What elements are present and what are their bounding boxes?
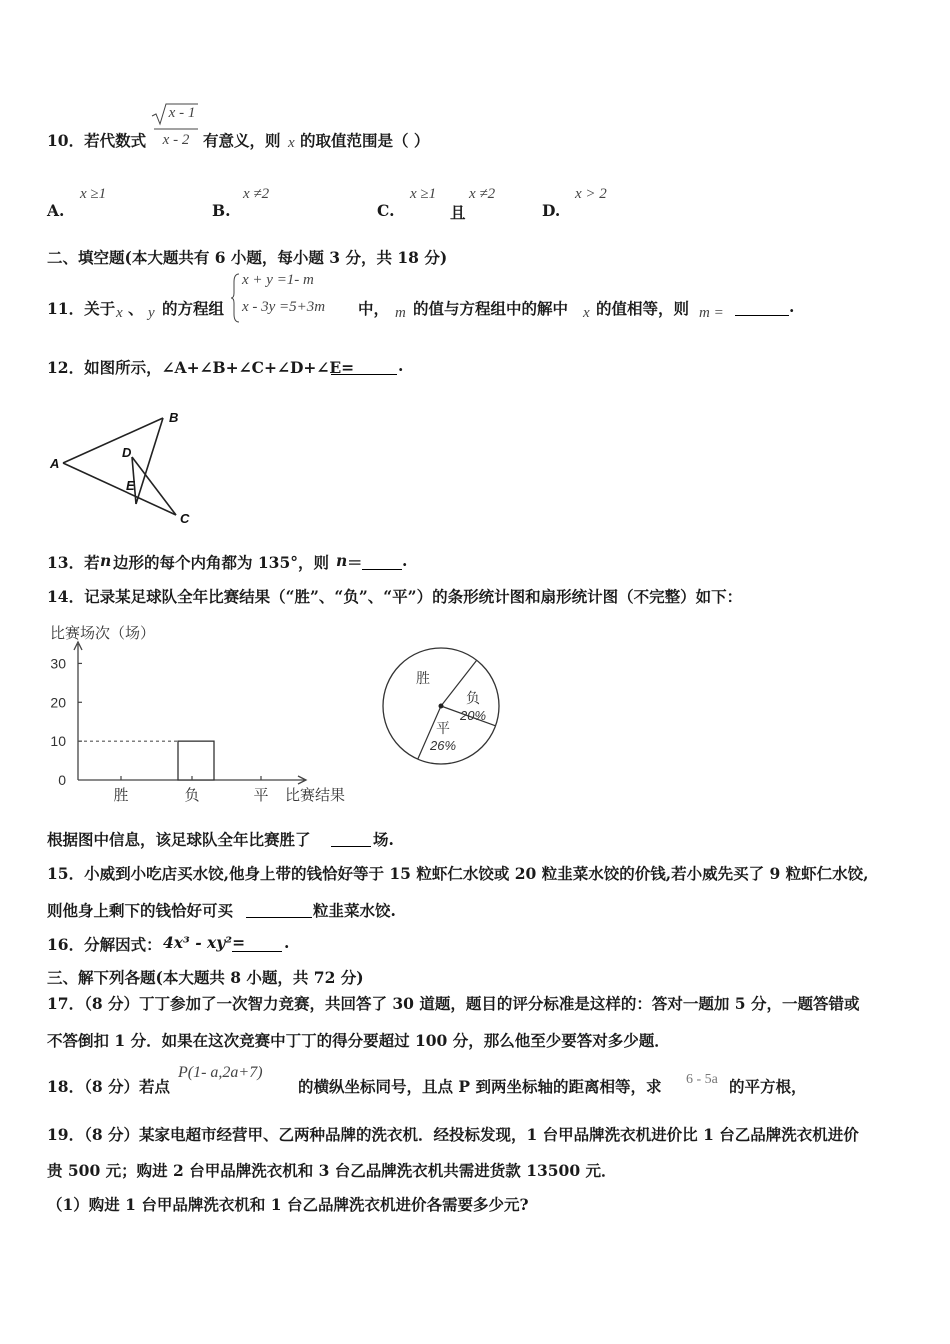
- q19-line1: 19．（8 分）某家电超市经营甲、乙两种品牌的洗衣机．经投标发现，1 台甲品牌洗衣机进价比 1 台乙品牌洗衣机进价: [47, 1125, 859, 1144]
- pie-center: [439, 704, 444, 709]
- brace-icon: [231, 272, 241, 324]
- pie-percent-负: 20%: [459, 708, 487, 723]
- q19-sub1: （1）购进 1 台甲品牌洗衣机和 1 台乙品牌洗衣机进价各需要多少元?: [47, 1195, 529, 1214]
- q18-point: P(1- a,2a+7): [178, 1064, 263, 1081]
- q10-var: x: [288, 135, 295, 151]
- q16-end: .: [284, 933, 290, 952]
- q13-label: 13．若: [47, 553, 100, 572]
- q12-text: 12．如图所示，∠A+∠B+∠C+∠D+∠E=: [47, 358, 355, 377]
- q11-eq1: x + y =1- m: [242, 272, 314, 288]
- q16-expr: 4x³ - xy²=: [163, 933, 246, 952]
- q16-label: 16．分解因式：: [47, 935, 162, 954]
- q11-text2: 的值与方程组中的解中: [413, 299, 569, 318]
- q15-line1: 15．小威到小吃店买水饺,他身上带的钱恰好等于 15 粒虾仁水饺或 20 粒韭菜水饺的价钱,若小威先买了 9 粒虾仁水饺,: [47, 864, 869, 883]
- vertex-a-label: A: [50, 456, 60, 471]
- q11-x2: x: [583, 305, 590, 321]
- q10-option-c-letter[interactable]: C.: [377, 201, 395, 220]
- y-tick-label: 10: [50, 733, 66, 750]
- q10-fraction: [150, 102, 200, 154]
- q10-option-b-letter[interactable]: B.: [212, 201, 231, 220]
- bar-chart-xlabel: 比赛结果: [285, 787, 346, 804]
- segment-ca: [63, 463, 176, 515]
- segment-dc: [132, 457, 176, 515]
- q17-line1: 17．（8 分）丁丁参加了一次智力竞赛，共回答了 30 道题，题目的评分标准是这样的：答对一题加 5 分，一题答错或: [47, 994, 860, 1013]
- q13-n2: n: [336, 551, 348, 570]
- q17-line2: 不答倒扣 1 分．如果在这次竞赛中丁丁的得分要超过 100 分，那么他至少要答对多少题．: [47, 1031, 670, 1050]
- q14-after-text: 根据图中信息，该足球队全年比赛胜了: [47, 830, 311, 849]
- bar-chart: [40, 618, 370, 810]
- pie-label-胜: 胜: [416, 670, 430, 686]
- bar-chart-ylabel: 比赛场次（场）: [50, 625, 156, 642]
- q18-label: 18．（8 分）若点: [47, 1077, 171, 1096]
- q10-tail: 的取值范围是（ ）: [300, 131, 430, 150]
- x-tick-label: 平: [253, 787, 269, 804]
- q11-eq2: x - 3y =5+3m: [242, 299, 326, 315]
- bar-负: [178, 741, 214, 780]
- vertex-e-label: E: [126, 478, 135, 493]
- q10-option-c-expr2: x ≠2: [469, 186, 496, 202]
- q10-option-a-letter[interactable]: A.: [47, 201, 65, 220]
- q14-answer-blank[interactable]: [331, 832, 371, 847]
- q15-answer-blank[interactable]: [246, 903, 312, 918]
- q14-text: 14．记录某足球队全年比赛结果（“胜”、“负”、“平”）的条形统计图和扇形统计图（不完整）如下：: [47, 587, 743, 606]
- y-tick-label: 30: [50, 655, 66, 672]
- q15-line2a: 则他身上剩下的钱恰好可买: [47, 901, 234, 920]
- q10-numerator: x - 1: [168, 105, 196, 121]
- q13-eq: ＝: [347, 553, 363, 572]
- q10-option-b-expr: x ≠2: [243, 186, 270, 202]
- q14-after-end: 场.: [373, 830, 394, 849]
- q11-m-eq: m =: [699, 305, 724, 321]
- q10-denominator: x - 2: [162, 132, 190, 148]
- q10-option-a-expr: x ≥1: [80, 186, 107, 202]
- q11-comma: 、: [128, 299, 144, 318]
- vertex-b-label: B: [169, 410, 179, 425]
- section-2-heading: 二、填空题(本大题共有 6 小题，每小题 3 分，共 18 分): [47, 248, 448, 267]
- q13-end: .: [402, 551, 408, 570]
- q18-expr: 6 - 5a: [686, 1072, 718, 1087]
- segment-ab: [63, 418, 163, 463]
- pie-percent-平: 26%: [429, 738, 457, 753]
- q10-option-c-joiner: 且: [450, 203, 466, 222]
- q11-y: y: [148, 305, 155, 321]
- y-tick-label: 0: [58, 772, 66, 788]
- q11-text3: 的值相等，则: [596, 299, 690, 318]
- vertex-c-label: C: [180, 511, 190, 526]
- vertex-d-label: D: [122, 445, 132, 460]
- q11-label: 11．关于: [47, 299, 116, 318]
- q10-label: 10．若代数式: [47, 131, 147, 150]
- x-tick-label: 负: [184, 787, 200, 804]
- q11-x: x: [116, 305, 123, 321]
- pie-chart: [378, 643, 508, 773]
- q10-after: 有意义，则: [203, 131, 281, 150]
- q12-answer-blank[interactable]: [331, 360, 397, 375]
- pie-label-负: 负: [466, 690, 480, 706]
- q11-m: m: [395, 305, 406, 321]
- pie-label-平: 平: [436, 720, 450, 736]
- q18-text: 的横纵坐标同号，且点 P 到两坐标轴的距离相等，求: [298, 1077, 662, 1096]
- q19-line2: 贵 500 元；购进 2 台甲品牌洗衣机和 3 台乙品牌洗衣机共需进货款 13500 元．: [47, 1161, 617, 1180]
- q11-end: .: [789, 297, 795, 316]
- q13-answer-blank[interactable]: [362, 555, 402, 570]
- q11-after: 中，: [358, 299, 390, 318]
- q13-n: n: [100, 551, 112, 570]
- q11-answer-blank[interactable]: [735, 301, 789, 316]
- q16-answer-blank[interactable]: [232, 937, 282, 952]
- q10-option-d-letter[interactable]: D.: [542, 201, 561, 220]
- q15-line2b: 粒韭菜水饺.: [313, 901, 396, 920]
- q12-end: .: [398, 356, 404, 375]
- section-3-heading: 三、解下列各题(本大题共 8 小题，共 72 分): [47, 968, 364, 987]
- q13-text: 边形的每个内角都为 135°，则: [113, 553, 330, 572]
- q12-figure: [45, 402, 205, 527]
- x-tick-label: 胜: [113, 787, 129, 804]
- q10-option-d-expr: x > 2: [575, 186, 607, 202]
- q18-end: 的平方根，: [729, 1077, 807, 1096]
- q11-mid: 的方程组: [162, 299, 225, 318]
- segment-be: [136, 418, 163, 504]
- q10-option-c-expr: x ≥1: [410, 186, 437, 202]
- y-tick-label: 20: [50, 694, 66, 711]
